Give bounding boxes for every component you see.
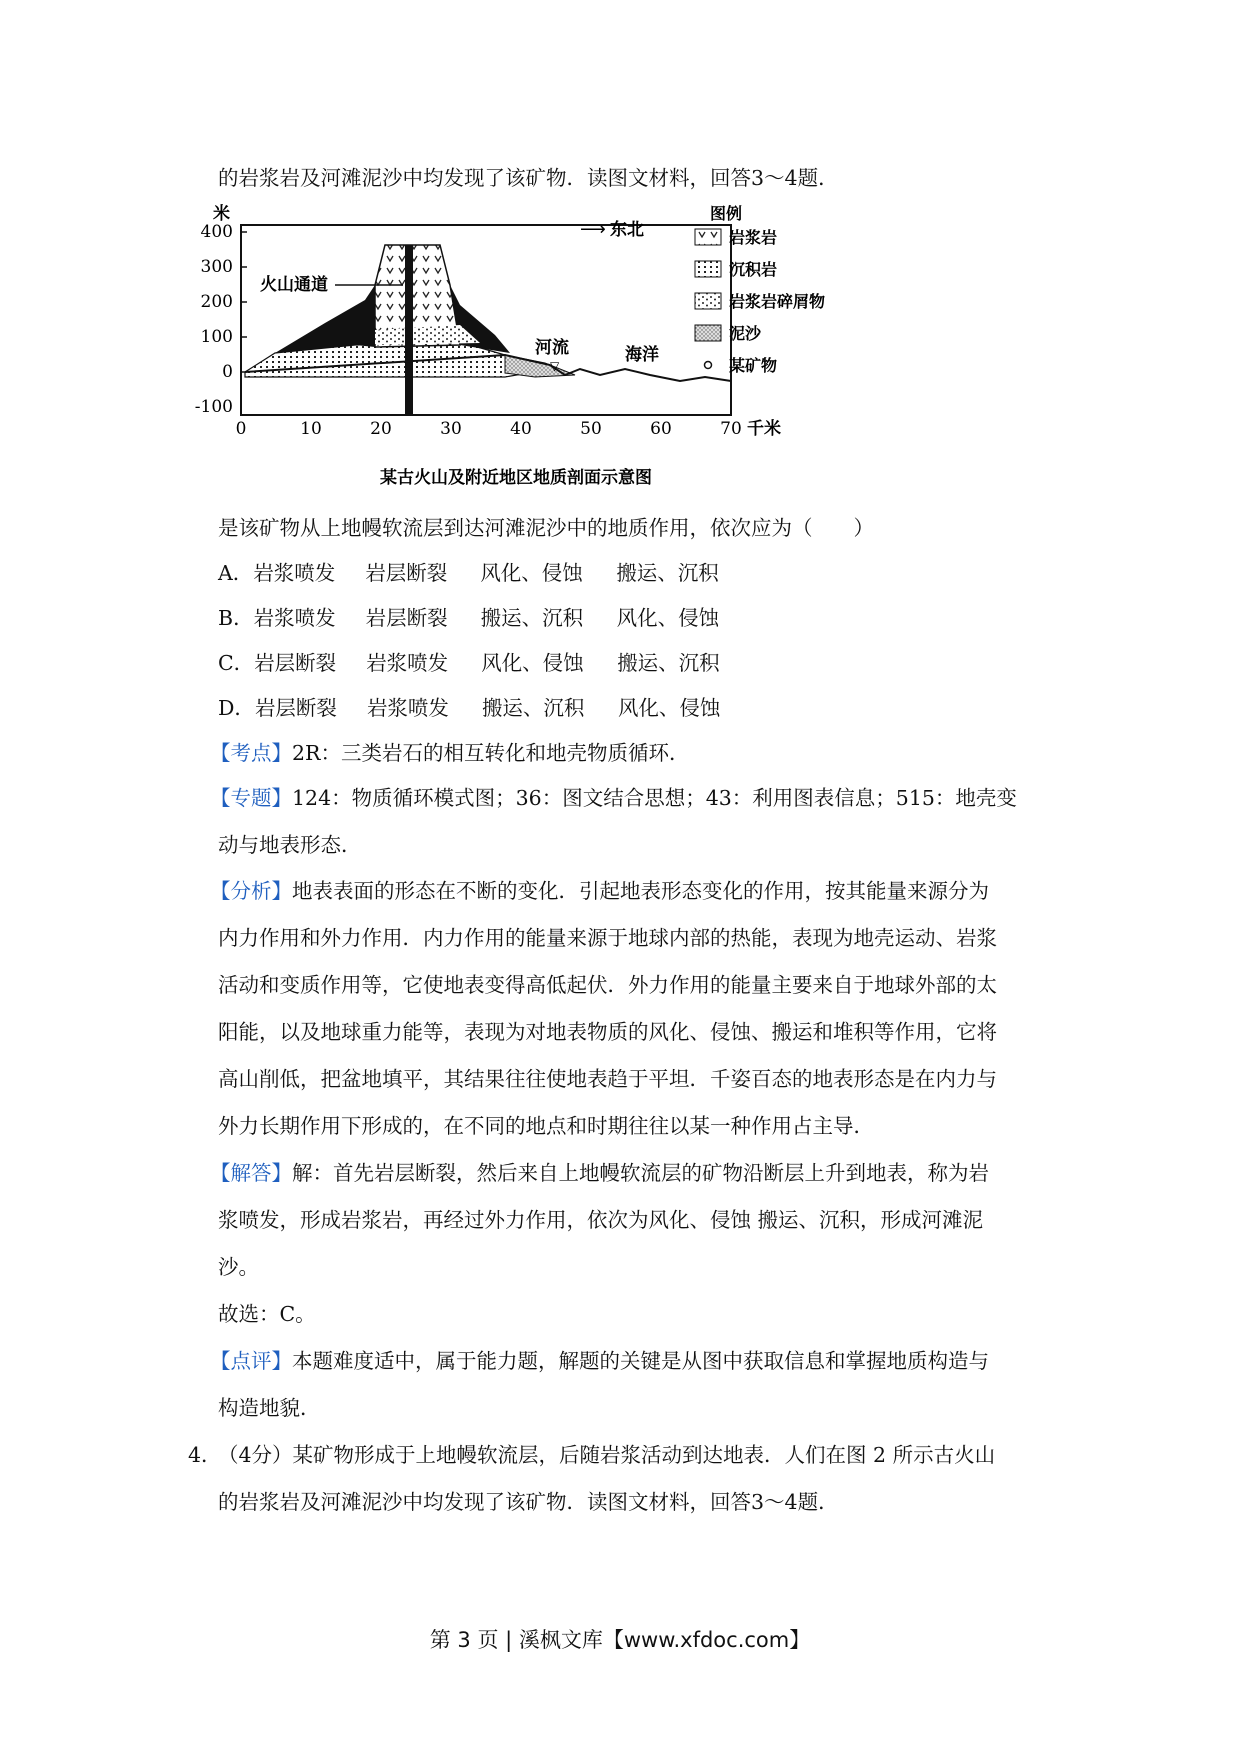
option-item: 搬运、沉积 bbox=[616, 561, 719, 585]
option-item: 风化、侵蚀 bbox=[480, 561, 583, 585]
option-item: 搬运、沉积 bbox=[617, 651, 720, 675]
option-item: 岩浆喷发 bbox=[253, 561, 336, 585]
kaodian-text: 2R：三类岩石的相互转化和地壳物质循环． bbox=[292, 741, 690, 765]
fenxi-tag: 【分析】 bbox=[210, 879, 292, 903]
option-item: 风化、侵蚀 bbox=[616, 606, 720, 630]
zhuanti-section bbox=[210, 786, 1017, 810]
option-item: 风化、侵蚀 bbox=[617, 696, 721, 720]
option-item: 搬运、沉积 bbox=[481, 696, 585, 720]
fenxi-line: 地表表面的形态在不断的变化．引起地表形态变化的作用，按其能量来源分为 bbox=[292, 879, 989, 903]
option-letter: B． bbox=[218, 606, 254, 630]
river-marker-icon: ▽ bbox=[550, 359, 560, 373]
option-item: 岩层断裂 bbox=[254, 696, 337, 720]
option-item: 岩层断裂 bbox=[365, 606, 448, 630]
dianping-tag: 【点评】 bbox=[210, 1349, 292, 1373]
legend-title: 图例 bbox=[710, 204, 743, 223]
option-item: 岩浆喷发 bbox=[366, 651, 449, 675]
fenxi-section bbox=[210, 879, 989, 903]
zhuanti-line: 124：物质循环模式图；36：图文结合思想；43：利用图表信息；515：地壳变 bbox=[292, 786, 1017, 810]
page-footer: 第 3 页 | 溪枫文库【www.xfdoc.com】 bbox=[429, 1628, 811, 1652]
option-item: 岩层断裂 bbox=[365, 561, 448, 585]
question-number: 4． bbox=[188, 1443, 222, 1467]
dianping-line: 本题难度适中，属于能力题，解题的关键是从图中获取信息和掌握地质构造与 bbox=[292, 1349, 989, 1373]
legend-swatch-sand bbox=[695, 325, 721, 341]
volcano-channel bbox=[405, 245, 413, 415]
x-tick-label: 20 bbox=[370, 419, 392, 439]
figure-caption: 某古火山及附近地区地质剖面示意图 bbox=[380, 468, 652, 488]
dianping-line: 构造地貌． bbox=[218, 1396, 321, 1420]
option-c[interactable] bbox=[218, 651, 720, 675]
option-letter: A． bbox=[218, 561, 254, 585]
question4-line: 的岩浆岩及河滩泥沙中均发现了该矿物．读图文材料，回答3～4题． bbox=[218, 1490, 839, 1514]
direction-arrow-icon: ⟶ bbox=[580, 219, 606, 240]
y-tick-label: 0 bbox=[222, 362, 233, 382]
direction-label: 东北 bbox=[610, 220, 644, 240]
jieda-line: 浆喷发，形成岩浆岩，再经过外力作用，依次为风化、侵蚀 搬运、沉积，形成河滩泥 bbox=[218, 1208, 984, 1232]
y-tick-label: -100 bbox=[194, 397, 233, 417]
option-a[interactable] bbox=[218, 561, 719, 585]
x-tick-label: 40 bbox=[510, 419, 532, 439]
kaodian-tag: 【考点】 bbox=[210, 741, 292, 765]
zhuanti-tag: 【专题】 bbox=[210, 786, 292, 810]
legend-swatch-magma bbox=[695, 229, 721, 245]
answer-line: 故选：C。 bbox=[218, 1302, 316, 1326]
fenxi-line: 内力作用和外力作用．内力作用的能量来源于地球内部的热能，表现为地壳运动、岩浆 bbox=[218, 926, 997, 950]
volcano-channel-label: 火山通道 bbox=[260, 275, 328, 295]
option-item: 岩层断裂 bbox=[254, 651, 337, 675]
option-item: 风化、侵蚀 bbox=[481, 651, 584, 675]
question-stem: 是该矿物从上地幔软流层到达河滩泥沙中的地质作用，依次应为（ ） bbox=[218, 516, 874, 540]
x-tick-label: 10 bbox=[300, 419, 322, 439]
y-tick-label: 200 bbox=[200, 292, 233, 312]
option-letter: D． bbox=[218, 696, 255, 720]
legend-swatch-sediment bbox=[695, 261, 721, 277]
intro-line: 的岩浆岩及河滩泥沙中均发现了该矿物．读图文材料，回答3～4题． bbox=[218, 166, 839, 190]
y-unit-label: 米 bbox=[213, 204, 230, 224]
kaodian-section bbox=[210, 741, 689, 765]
jieda-line: 沙。 bbox=[218, 1255, 259, 1279]
legend-label: 某矿物 bbox=[729, 356, 778, 375]
y-tick-label: 100 bbox=[200, 327, 233, 347]
x-tick-labels bbox=[236, 419, 742, 439]
x-tick-label: 30 bbox=[440, 419, 462, 439]
question4-line: （4分）某矿物形成于上地幔软流层，后随岩浆活动到达地表．人们在图 2 所示古火山 bbox=[218, 1443, 996, 1467]
fenxi-line: 活动和变质作用等，它使地表变得高低起伏．外力作用的能量主要来自于地球外部的太 bbox=[218, 973, 997, 997]
plot-frame bbox=[241, 225, 731, 415]
fenxi-line: 外力长期作用下形成的，在不同的地点和时期往往以某一种作用占主导． bbox=[218, 1114, 874, 1138]
x-tick-label: 0 bbox=[235, 419, 247, 439]
option-item: 搬运、沉积 bbox=[480, 606, 584, 630]
legend-swatch-mineral bbox=[705, 362, 712, 369]
y-tick-label: 400 bbox=[200, 222, 233, 242]
jieda-line: 解：首先岩层断裂，然后来自上地幔软流层的矿物沿断层上升到地表，称为岩 bbox=[292, 1161, 989, 1185]
legend bbox=[695, 228, 825, 375]
y-tick-label: 300 bbox=[200, 257, 233, 277]
river-label: 河流 bbox=[535, 338, 569, 358]
legend-label: 岩浆岩碎屑物 bbox=[729, 292, 826, 311]
fenxi-line: 高山削低，把盆地填平，其结果往往使地表趋于平坦．千姿百态的地表形态是在内力与 bbox=[218, 1067, 997, 1091]
legend-swatch-debris bbox=[695, 293, 721, 309]
legend-label: 泥沙 bbox=[729, 324, 762, 343]
jieda-section bbox=[210, 1161, 989, 1185]
x-tick-label: 70 bbox=[720, 419, 742, 439]
x-tick-label: 50 bbox=[580, 419, 602, 439]
dianping-section bbox=[210, 1349, 989, 1373]
jieda-tag: 【解答】 bbox=[210, 1161, 292, 1185]
x-tick-label: 60 bbox=[650, 419, 672, 439]
option-b[interactable] bbox=[218, 606, 719, 630]
fenxi-line: 阳能，以及地球重力能等，表现为对地表物质的风化、侵蚀、搬运和堆积等作用，它将 bbox=[218, 1020, 997, 1044]
x-unit-label: 千米 bbox=[747, 419, 781, 439]
legend-label: 沉积岩 bbox=[729, 260, 778, 279]
y-tick-labels bbox=[195, 222, 233, 417]
legend-label: 岩浆岩 bbox=[729, 228, 778, 247]
debris-slope-left bbox=[275, 285, 375, 353]
zhuanti-line: 动与地表形态． bbox=[218, 833, 362, 857]
geology-cross-section-figure bbox=[194, 204, 845, 495]
option-item: 岩浆喷发 bbox=[253, 606, 336, 630]
ocean-label: 海洋 bbox=[625, 345, 659, 365]
option-d[interactable] bbox=[218, 696, 720, 720]
option-item: 岩浆喷发 bbox=[366, 696, 449, 720]
option-letter: C． bbox=[218, 651, 255, 675]
